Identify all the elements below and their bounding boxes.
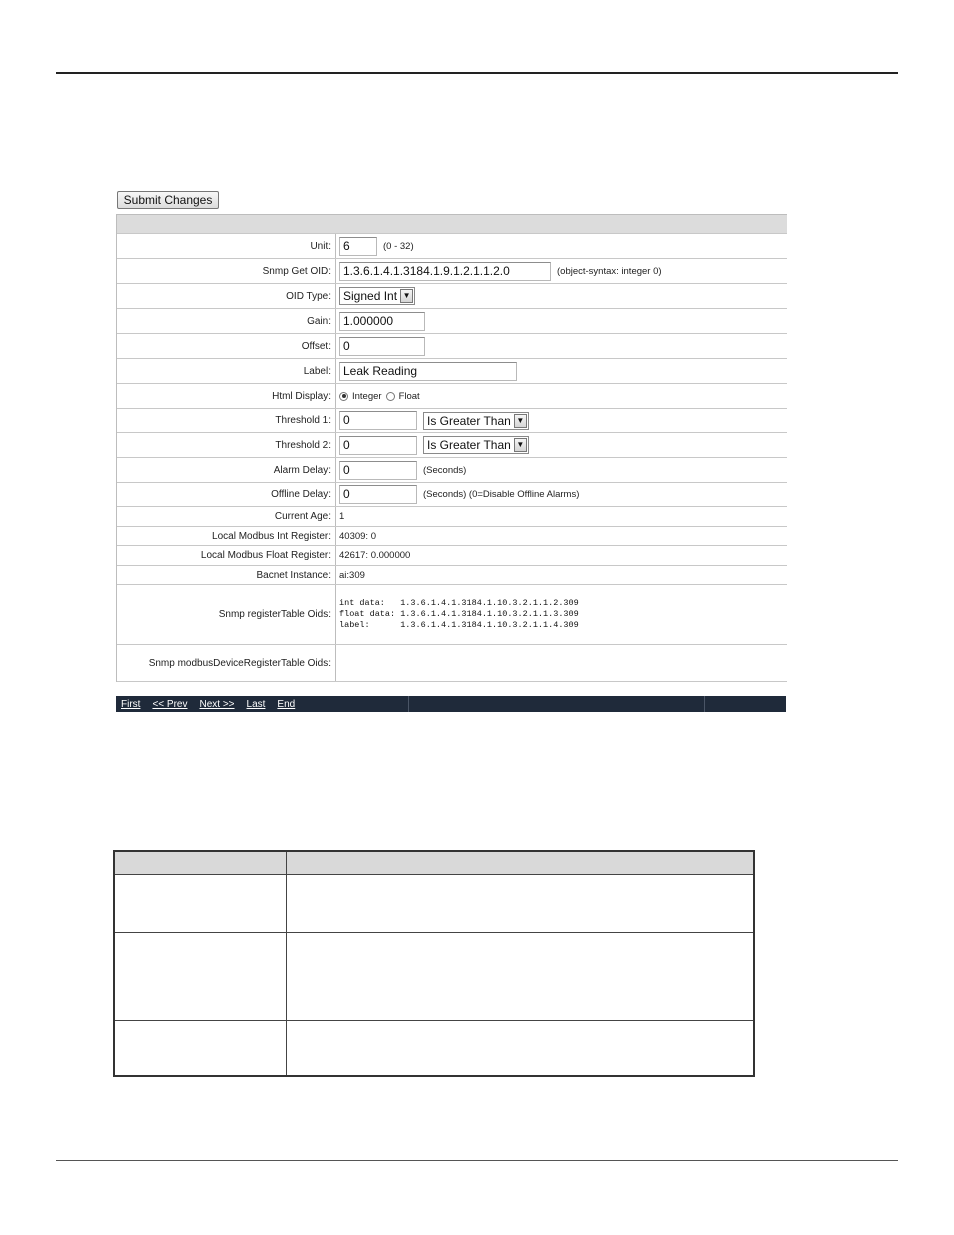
offline-delay-input[interactable]: 0: [339, 485, 417, 504]
row-alarm-delay: [117, 457, 787, 482]
snmp-register-table-label: Snmp registerTable Oids:: [117, 585, 336, 644]
offline-delay-label: Offline Delay:: [117, 483, 336, 506]
row-local-modbus-int: [117, 526, 787, 545]
float-radio[interactable]: [386, 392, 395, 401]
local-modbus-int-label: Local Modbus Int Register:: [117, 527, 336, 545]
int-data-oid-line: int data: 1.3.6.1.4.1.3184.1.10.3.2.1.1.2.309: [339, 598, 579, 608]
offset-label: Offset:: [117, 334, 336, 358]
pager-divider: [704, 696, 705, 712]
empty-description-table: [113, 850, 755, 1077]
threshold-1-input[interactable]: 0: [339, 411, 417, 430]
row-oid-type: [117, 283, 787, 308]
row-local-modbus-float: [117, 545, 787, 565]
table-row-divider: [115, 932, 753, 933]
pager-divider: [408, 696, 409, 712]
integer-radio-label: Integer: [352, 390, 382, 402]
unit-range-hint: (0 - 32): [383, 240, 414, 252]
oid-type-select[interactable]: [339, 287, 415, 305]
pager-next-link[interactable]: Next >>: [199, 698, 235, 710]
float-radio-label: Float: [398, 390, 420, 402]
bacnet-instance-value: ai:309: [339, 569, 365, 581]
float-data-oid-line: float data: 1.3.6.1.4.1.3184.1.10.3.2.1.1.3.309: [339, 609, 579, 619]
integer-radio[interactable]: [339, 392, 348, 401]
row-offset: [117, 333, 787, 358]
submit-changes-button[interactable]: Submit Changes: [117, 191, 219, 209]
row-unit: [117, 233, 787, 258]
table-row-divider: [115, 1020, 753, 1021]
chevron-down-icon[interactable]: ▼: [400, 289, 413, 303]
row-bacnet-instance: [117, 565, 787, 584]
snmp-get-oid-input[interactable]: 1.3.6.1.4.1.3184.1.9.1.2.1.1.2.0: [339, 262, 551, 281]
snmp-modbus-device-table-label: Snmp modbusDeviceRegisterTable Oids:: [117, 645, 336, 681]
current-age-label: Current Age:: [117, 507, 336, 526]
form-header-bar: [117, 214, 787, 233]
object-syntax-hint: (object-syntax: integer 0): [557, 265, 662, 277]
gain-label: Gain:: [117, 309, 336, 333]
current-age-value: 1: [339, 511, 345, 522]
local-modbus-int-value: 40309: 0: [339, 530, 376, 542]
gain-input[interactable]: 1.000000: [339, 312, 425, 331]
local-modbus-float-label: Local Modbus Float Register:: [117, 546, 336, 565]
threshold-2-comparison-value: Is Greater Than: [427, 438, 511, 452]
oid-type-selected-value: Signed Int: [343, 289, 398, 303]
local-modbus-float-value: 42617: 0.000000: [339, 550, 411, 561]
offline-delay-hint: (Seconds) (0=Disable Offline Alarms): [423, 489, 580, 500]
threshold-2-label: Threshold 2:: [117, 433, 336, 457]
row-snmp-get-oid: [117, 258, 787, 283]
row-snmp-register-table-oids: [117, 584, 787, 644]
pager-end-link[interactable]: End: [277, 698, 296, 710]
pager-first-link[interactable]: First: [121, 698, 141, 710]
snmp-get-oid-label: Snmp Get OID:: [117, 259, 336, 283]
chevron-down-icon[interactable]: ▼: [514, 438, 527, 452]
table-header-row: [115, 852, 753, 875]
label-oid-line: label: 1.3.6.1.4.1.3184.1.10.3.2.1.1.4.309: [339, 620, 579, 630]
threshold-2-input[interactable]: 0: [339, 436, 417, 455]
pager-last-link[interactable]: Last: [246, 698, 266, 710]
row-label: [117, 358, 787, 383]
threshold-1-label: Threshold 1:: [117, 409, 336, 432]
label-field-label: Label:: [117, 359, 336, 383]
unit-input[interactable]: 6: [339, 237, 377, 256]
threshold-1-comparison-value: Is Greater Than: [427, 413, 511, 428]
alarm-delay-label: Alarm Delay:: [117, 458, 336, 482]
offset-input[interactable]: 0: [339, 337, 425, 356]
row-threshold-1: [117, 408, 787, 432]
row-current-age: [117, 506, 787, 526]
row-snmp-modbus-device-table-oids: [117, 644, 787, 682]
alarm-delay-hint: (Seconds): [423, 464, 467, 476]
top-rule: [56, 72, 898, 74]
threshold-2-comparison-select[interactable]: [423, 436, 529, 454]
register-settings-form: [116, 214, 787, 682]
threshold-1-comparison-select[interactable]: [423, 412, 529, 430]
row-threshold-2: [117, 432, 787, 457]
chevron-down-icon[interactable]: ▼: [514, 414, 527, 428]
label-input[interactable]: Leak Reading: [339, 362, 517, 381]
unit-label: Unit:: [117, 234, 336, 258]
oid-type-label: OID Type:: [117, 284, 336, 308]
alarm-delay-input[interactable]: 0: [339, 461, 417, 480]
html-display-label: Html Display:: [117, 384, 336, 408]
row-gain: [117, 308, 787, 333]
pager-prev-link[interactable]: << Prev: [152, 698, 188, 710]
row-html-display: [117, 383, 787, 408]
bottom-rule: [56, 1160, 898, 1161]
bacnet-instance-label: Bacnet Instance:: [117, 566, 336, 584]
pagination-bar: [116, 696, 786, 712]
row-offline-delay: [117, 482, 787, 506]
table-column-divider: [286, 852, 287, 1075]
